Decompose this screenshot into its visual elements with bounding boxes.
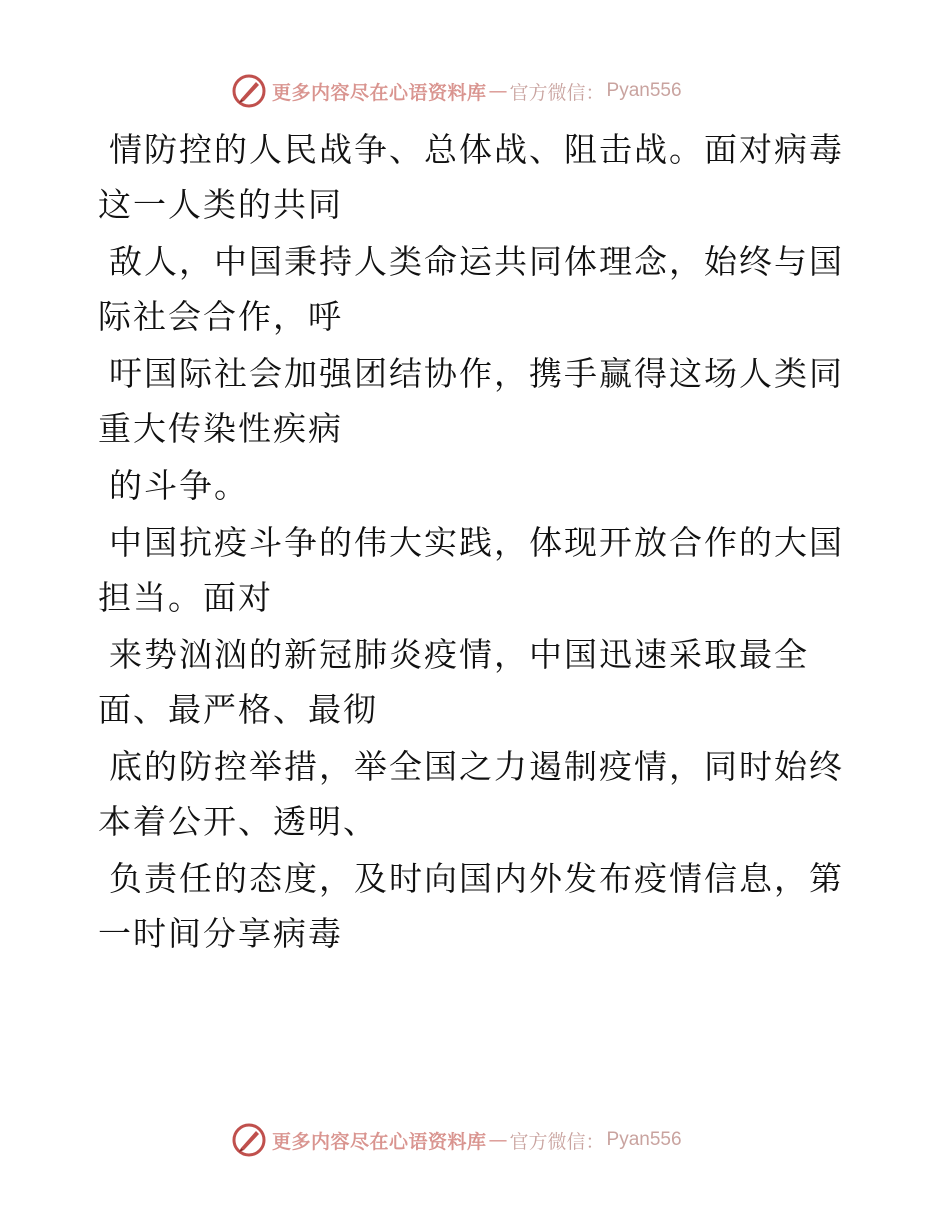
- paragraph-line: 底的防控举措，举全国之力遏制疫情，同时始终: [109, 747, 844, 786]
- footer-banner: [232, 1120, 682, 1160]
- banner-wechat-label: 官方微信：: [509, 1130, 605, 1153]
- pen-logo-icon: [232, 74, 266, 108]
- document-body: [98, 122, 858, 963]
- paragraph-line: 负责任的态度，及时向国内外发布疫情信息，第: [109, 859, 844, 898]
- paragraph: [98, 458, 858, 513]
- paragraph: [98, 515, 858, 625]
- paragraph-line: 情防控的人民战争、总体战、阻击战。面对病毒: [109, 130, 844, 169]
- paragraph: [98, 851, 858, 961]
- header-banner: [232, 71, 682, 111]
- banner-wechat-id: Pyan556: [606, 1129, 682, 1150]
- paragraph: [98, 739, 858, 849]
- paragraph: [98, 346, 858, 456]
- paragraph-line: 来势汹汹的新冠肺炎疫情，中国迅速采取最全: [109, 635, 809, 674]
- paragraph-line: 面、最严格、最彻: [98, 690, 378, 729]
- paragraph-line: 本着公开、透明、: [98, 802, 378, 841]
- paragraph-line: 敌人，中国秉持人类命运共同体理念，始终与国: [109, 242, 844, 281]
- banner-text: 更多内容尽在心语资料库: [272, 1130, 487, 1153]
- paragraph: [98, 122, 858, 232]
- paragraph: [98, 627, 858, 737]
- banner-separator: —: [488, 1129, 508, 1151]
- banner-separator: —: [488, 80, 508, 102]
- paragraph-line: 际社会合作，呼: [98, 297, 343, 336]
- paragraph-line: 担当。面对: [98, 578, 273, 617]
- paragraph-line: 吁国际社会加强团结协作，携手赢得这场人类同: [109, 354, 844, 393]
- paragraph-line: 这一人类的共同: [98, 185, 343, 224]
- banner-text: 更多内容尽在心语资料库: [272, 81, 487, 104]
- banner-wechat-id: Pyan556: [606, 80, 682, 101]
- paragraph: [98, 234, 858, 344]
- paragraph-line: 重大传染性疾病: [98, 409, 343, 448]
- banner-wechat-label: 官方微信：: [509, 81, 605, 104]
- pen-logo-icon: [232, 1123, 266, 1157]
- paragraph-line: 的斗争。: [109, 466, 249, 505]
- paragraph-line: 中国抗疫斗争的伟大实践，体现开放合作的大国: [109, 523, 844, 562]
- paragraph-line: 一时间分享病毒: [98, 914, 343, 953]
